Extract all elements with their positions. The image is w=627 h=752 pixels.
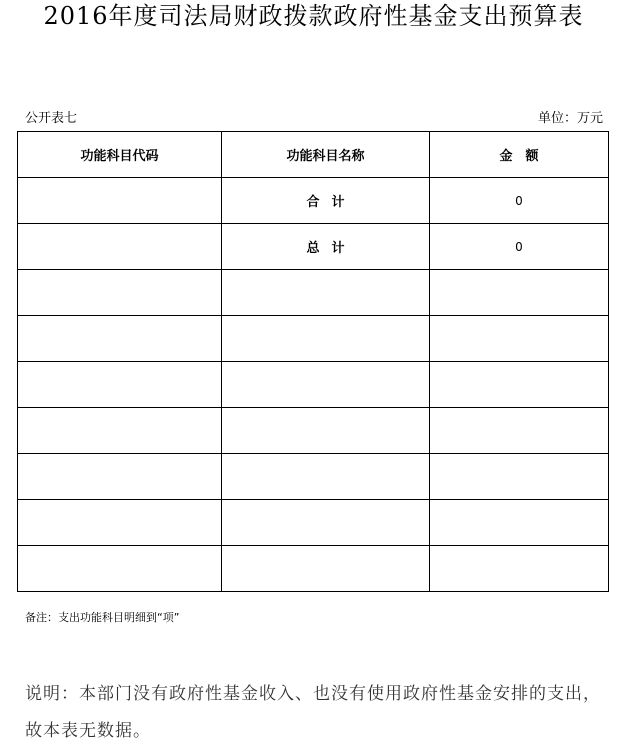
cell-name bbox=[222, 362, 430, 408]
table-row bbox=[18, 316, 609, 362]
cell-amount bbox=[430, 316, 609, 362]
cell-name bbox=[222, 270, 430, 316]
cell-code bbox=[18, 270, 222, 316]
page-title: 2016年度司法局财政拨款政府性基金支出预算表 bbox=[43, 2, 584, 30]
form-label: 公开表七 bbox=[25, 111, 78, 126]
cell-amount bbox=[430, 500, 609, 546]
cell-amount: 0 bbox=[430, 178, 609, 224]
header-name: 功能科目名称 bbox=[222, 132, 430, 178]
cell-name: 总计 bbox=[222, 224, 430, 270]
cell-name bbox=[222, 454, 430, 500]
budget-table bbox=[17, 131, 609, 592]
table-header-row bbox=[18, 132, 609, 178]
cell-code bbox=[18, 454, 222, 500]
cell-name bbox=[222, 408, 430, 454]
table-note: 备注：支出功能科目明细到“项” bbox=[25, 611, 180, 624]
cell-amount bbox=[430, 362, 609, 408]
cell-name: 合计 bbox=[222, 178, 430, 224]
table-row bbox=[18, 270, 609, 316]
cell-code bbox=[18, 546, 222, 592]
cell-name bbox=[222, 546, 430, 592]
unit-label: 单位：万元 bbox=[537, 111, 603, 126]
cell-code bbox=[18, 362, 222, 408]
table-row bbox=[18, 408, 609, 454]
cell-amount bbox=[430, 408, 609, 454]
table-row bbox=[18, 546, 609, 592]
cell-code bbox=[18, 224, 222, 270]
table-row bbox=[18, 500, 609, 546]
header-amount: 金 额 bbox=[430, 132, 609, 178]
cell-name bbox=[222, 316, 430, 362]
cell-code bbox=[18, 316, 222, 362]
table-row bbox=[18, 362, 609, 408]
cell-amount bbox=[430, 454, 609, 500]
cell-code bbox=[18, 500, 222, 546]
cell-code bbox=[18, 408, 222, 454]
cell-amount bbox=[430, 270, 609, 316]
header-code: 功能科目代码 bbox=[18, 132, 222, 178]
table-row bbox=[18, 178, 609, 224]
cell-amount: 0 bbox=[430, 224, 609, 270]
explanation-text: 说明：本部门没有政府性基金收入、也没有使用政府性基金安排的支出，故本表无数据。 bbox=[25, 684, 601, 741]
table-row bbox=[18, 454, 609, 500]
cell-code bbox=[18, 178, 222, 224]
cell-amount bbox=[430, 546, 609, 592]
table-row bbox=[18, 224, 609, 270]
cell-name bbox=[222, 500, 430, 546]
